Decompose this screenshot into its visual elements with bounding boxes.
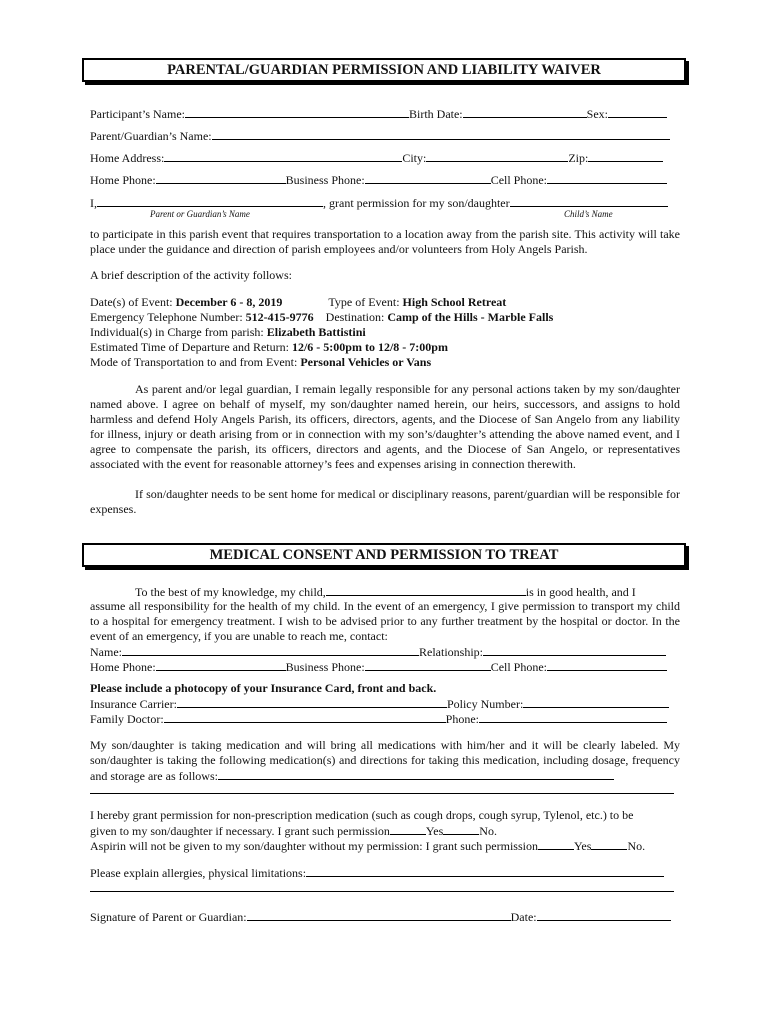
insurance-carrier-label: Insurance Carrier: bbox=[90, 697, 177, 711]
nonprescription-line1: I hereby grant permission for non-prescription medication (such as cough drops, cough syrup, Tylenol, etc.) to be bbox=[90, 808, 634, 822]
contact-phone-row bbox=[90, 659, 680, 675]
contact-home-phone-field[interactable] bbox=[156, 659, 286, 671]
aspirin-no-field[interactable] bbox=[591, 838, 627, 850]
emergency-phone-label: Emergency Telephone Number: bbox=[90, 310, 246, 324]
intro-paragraph: to participate in this parish event that requires transportation to a location away from the parish site. This activity will take place under the guidance and direction of parish employees and/or volunteers from Holy Angels Parish. bbox=[90, 227, 680, 256]
nonprescription-no-field[interactable] bbox=[443, 823, 479, 835]
parent-name-field[interactable] bbox=[212, 128, 670, 140]
in-charge-label: Individual(s) in Charge from parish: bbox=[90, 325, 267, 339]
guardian-name-field[interactable] bbox=[97, 195, 323, 207]
p1-start: To the best of my knowledge, my child, bbox=[135, 585, 326, 599]
participant-row bbox=[90, 106, 680, 122]
contact-name-field[interactable] bbox=[122, 644, 419, 656]
cell-phone-label: Cell Phone: bbox=[490, 173, 548, 187]
relationship-field[interactable] bbox=[483, 644, 666, 656]
phone-row bbox=[90, 172, 680, 188]
parent-name-row bbox=[90, 128, 680, 144]
nonprescription-text: given to my son/daughter if necessary. I grant such permission bbox=[90, 824, 390, 838]
transport-value: Personal Vehicles or Vans bbox=[300, 355, 432, 369]
family-doctor-field[interactable] bbox=[164, 711, 446, 723]
policy-number-label: Policy Number: bbox=[446, 697, 524, 711]
child-name-field[interactable] bbox=[510, 195, 668, 207]
medication-paragraph bbox=[90, 738, 680, 784]
medical-p1-first bbox=[90, 584, 680, 600]
brief-description: A brief description of the activity follows: bbox=[90, 268, 292, 282]
medication-text: My son/daughter is taking medication and will bring all medications with him/her and it will be clearly labeled. My son/daughter is taking the following medication(s) and directions for taking this medication, including dosage, frequency and storage are as follows: bbox=[90, 738, 680, 783]
medication-row-2 bbox=[90, 782, 680, 798]
date-field[interactable] bbox=[537, 909, 671, 921]
insurance-row bbox=[90, 696, 680, 712]
in-charge-value: Elizabeth Battistini bbox=[266, 325, 366, 339]
nonprescription-yes-field[interactable] bbox=[390, 823, 426, 835]
contact-home-phone-label: Home Phone: bbox=[90, 660, 156, 674]
in-charge-row bbox=[90, 325, 680, 340]
aspirin-line bbox=[90, 838, 680, 854]
doctor-row bbox=[90, 711, 680, 727]
insurance-note: Please include a photocopy of your Insurance Card, front and back. bbox=[90, 681, 437, 695]
allergies-field-1[interactable] bbox=[306, 865, 664, 877]
doctor-phone-label: Phone: bbox=[445, 712, 480, 726]
zip-label: Zip: bbox=[568, 151, 589, 165]
time-row bbox=[90, 340, 680, 355]
allergies-row bbox=[90, 865, 680, 881]
contact-cell-phone-label: Cell Phone: bbox=[490, 660, 548, 674]
business-phone-field[interactable] bbox=[365, 172, 491, 184]
home-phone-label: Home Phone: bbox=[90, 173, 156, 187]
type-label: Type of Event: bbox=[328, 295, 403, 309]
allergies-label: Please explain allergies, physical limitations: bbox=[90, 866, 307, 880]
home-address-field[interactable] bbox=[164, 150, 402, 162]
aspirin-text: Aspirin will not be given to my son/daughter without my permission: I grant such permission bbox=[90, 839, 538, 853]
liability-paragraph: As parent and/or legal guardian, I remain legally responsible for any personal actions taken by my son/daughter named above. I agree on behalf of myself, my son/daughter named herein, our heirs, successors, and assigns to hold harmless and defend Holy Angels Parish, its officers, directors, agents, and the Diocese of San Angelo from any liability for illness, injury or death arising from or in connection with my son’s/daughter’s attending the above named event, and I agree to compensate the parish, its officers, directors and agents, and the Diocese of San Angelo, or representatives associated with the event for reasonable attorney’s fees and expenses arising in connection therewith. bbox=[90, 382, 680, 471]
doctor-phone-field[interactable] bbox=[479, 711, 667, 723]
date-label: Date: bbox=[510, 910, 537, 924]
family-doctor-label: Family Doctor: bbox=[90, 712, 164, 726]
waiver-title bbox=[82, 58, 686, 82]
participant-name-label: Participant’s Name: bbox=[90, 107, 185, 121]
medication-field-1[interactable] bbox=[218, 768, 614, 780]
aspirin-no-label: No. bbox=[627, 839, 646, 853]
insurance-carrier-field[interactable] bbox=[177, 696, 447, 708]
allergies-field-2[interactable] bbox=[90, 880, 674, 892]
time-value: 12/6 - 5:00pm to 12/8 - 7:00pm bbox=[291, 340, 448, 354]
child-health-field[interactable] bbox=[326, 584, 526, 596]
emergency-phone-value: 512-415-9776 bbox=[245, 310, 314, 324]
contact-cell-phone-field[interactable] bbox=[547, 659, 667, 671]
parent-caption: Parent or Guardian’s Name bbox=[150, 209, 250, 219]
medical-title-text: MEDICAL CONSENT AND PERMISSION TO TREAT bbox=[209, 547, 559, 563]
home-address-label: Home Address: bbox=[90, 151, 165, 165]
business-phone-label: Business Phone: bbox=[285, 173, 365, 187]
dates-value: December 6 - 8, 2019 bbox=[175, 295, 283, 309]
time-label: Estimated Time of Departure and Return: bbox=[90, 340, 292, 354]
contact-name-label: Name: bbox=[90, 645, 122, 659]
participant-name-field[interactable] bbox=[185, 106, 409, 118]
dates-row bbox=[90, 295, 680, 310]
sex-label: Sex: bbox=[586, 107, 608, 121]
signature-field[interactable] bbox=[247, 909, 511, 921]
destination-label: Destination: bbox=[325, 310, 388, 324]
birth-date-field[interactable] bbox=[463, 106, 587, 118]
birth-date-label: Birth Date: bbox=[408, 107, 463, 121]
nonprescription-yes-label: Yes bbox=[425, 824, 444, 838]
sent-home-paragraph: If son/daughter needs to be sent home for medical or disciplinary reasons, parent/guardian will be responsible for expenses. bbox=[90, 487, 680, 516]
child-caption: Child’s Name bbox=[564, 209, 613, 219]
waiver-title-text: PARENTAL/GUARDIAN PERMISSION AND LIABILITY WAIVER bbox=[167, 62, 601, 78]
dates-label: Date(s) of Event: bbox=[90, 295, 176, 309]
medical-title bbox=[82, 543, 686, 567]
address-row bbox=[90, 150, 680, 166]
grant-text: , grant permission for my son/daughter bbox=[323, 196, 510, 210]
medical-p1-body: assume all responsibility for the health of my child. In the event of an emergency, I give permission to transport my child to a hospital for emergency treatment. I wish to be advised prior to any further treatment by the hospital or doctor. In the event of an emergency, if you are unable to reach me, contact: bbox=[90, 599, 680, 643]
destination-value: Camp of the Hills - Marble Falls bbox=[387, 310, 554, 324]
emergency-row bbox=[90, 310, 680, 325]
parent-name-label: Parent/Guardian’s Name: bbox=[90, 129, 212, 143]
home-phone-field[interactable] bbox=[156, 172, 286, 184]
nonprescription-line2 bbox=[90, 823, 680, 839]
nonprescription-no-label: No. bbox=[479, 824, 497, 838]
medication-field-2[interactable] bbox=[90, 782, 674, 794]
contact-name-row bbox=[90, 644, 680, 660]
cell-phone-field[interactable] bbox=[547, 172, 667, 184]
signature-label: Signature of Parent or Guardian: bbox=[90, 910, 247, 924]
zip-field[interactable] bbox=[588, 150, 663, 162]
allergies-row-2 bbox=[90, 880, 680, 896]
transport-label: Mode of Transportation to and from Event: bbox=[90, 355, 301, 369]
aspirin-yes-label: Yes bbox=[573, 839, 592, 853]
p1-rest: is in good health, and I bbox=[525, 585, 636, 599]
signature-row bbox=[90, 909, 680, 925]
aspirin-yes-field[interactable] bbox=[538, 838, 574, 850]
city-field[interactable] bbox=[426, 150, 568, 162]
type-value: High School Retreat bbox=[402, 295, 507, 309]
policy-number-field[interactable] bbox=[523, 696, 669, 708]
relationship-label: Relationship: bbox=[419, 645, 483, 659]
grant-prefix: I, bbox=[90, 196, 97, 210]
sex-field[interactable] bbox=[608, 106, 667, 118]
contact-business-phone-field[interactable] bbox=[365, 659, 491, 671]
contact-business-phone-label: Business Phone: bbox=[285, 660, 365, 674]
city-label: City: bbox=[402, 151, 427, 165]
transport-row bbox=[90, 355, 680, 370]
